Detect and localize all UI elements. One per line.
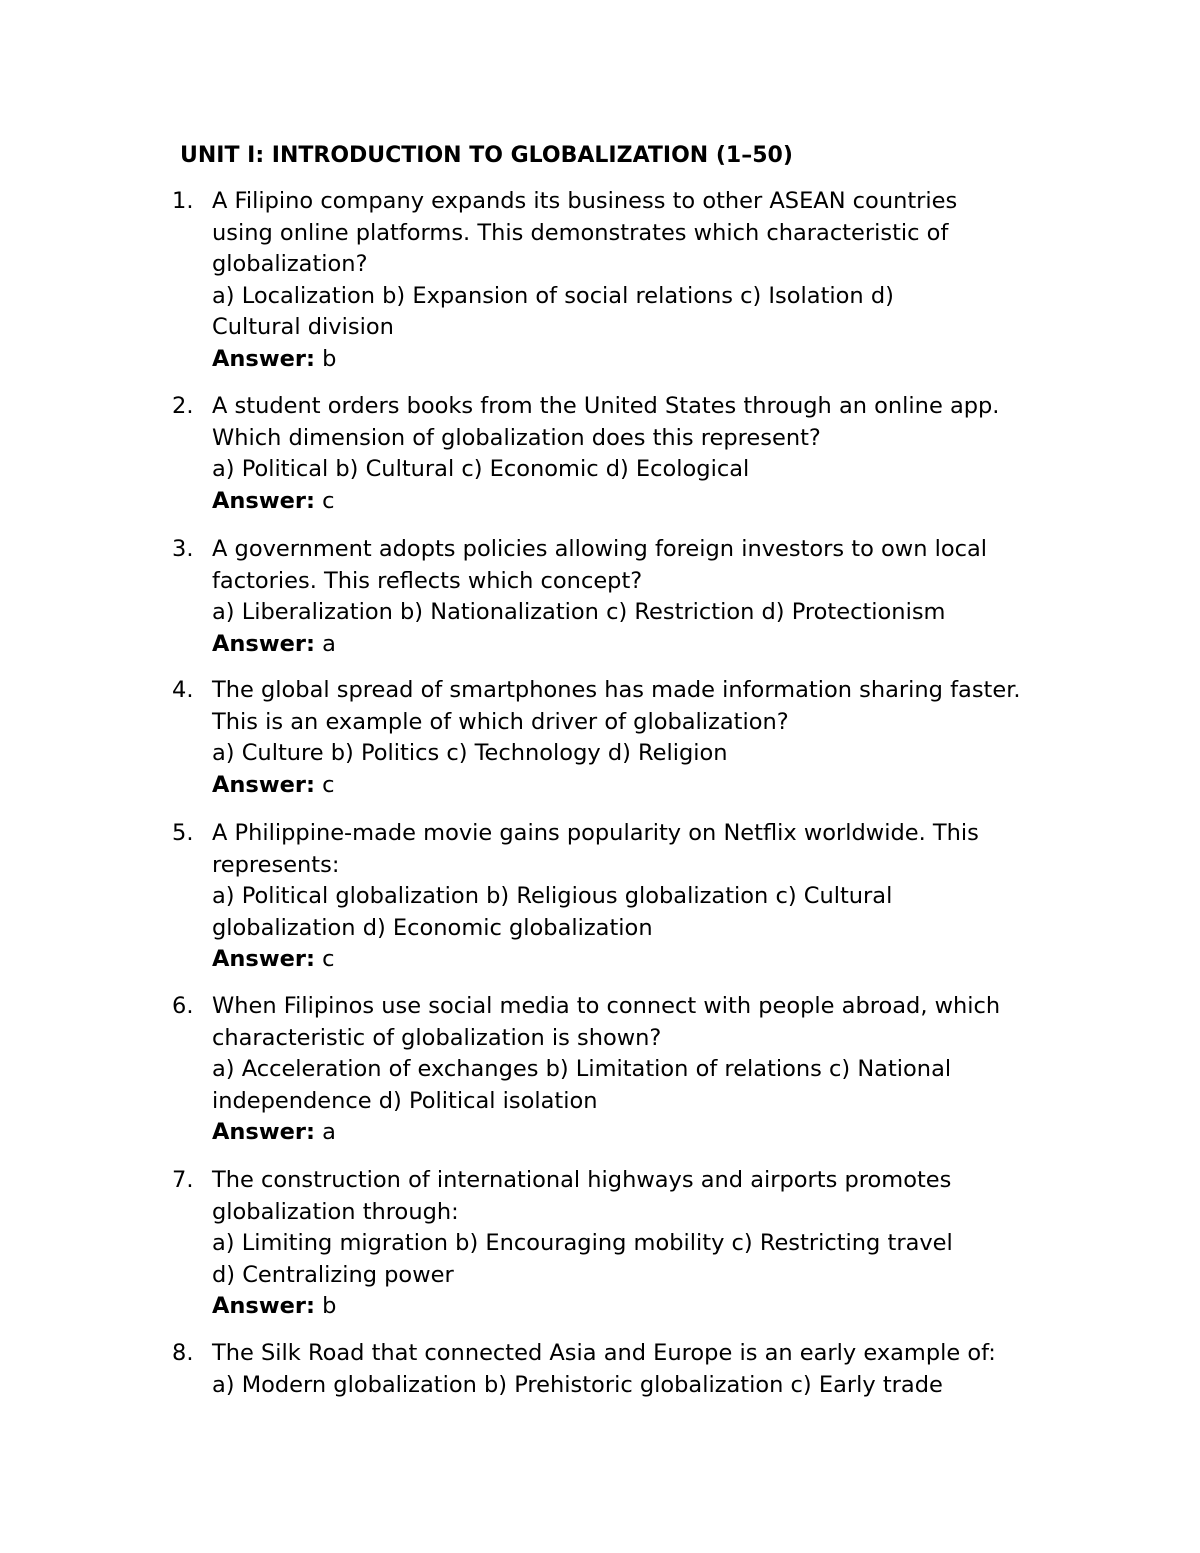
question-2 xyxy=(172,391,1072,517)
answer-value: a xyxy=(322,630,336,657)
question-number: 7. xyxy=(172,1167,194,1193)
answer-value: b xyxy=(322,1293,337,1319)
answer-label: Answer: xyxy=(212,487,315,514)
answer-line xyxy=(212,944,1072,976)
question-3 xyxy=(172,534,1072,660)
options-line: a) Political globalization b) Religious globalization c) Cultural xyxy=(212,883,893,909)
options-line: a) Limiting migration b) Encouraging mobility c) Restricting travel xyxy=(212,1230,953,1256)
question-text-line: characteristic of globalization is shown? xyxy=(212,1024,662,1051)
question-text-line: globalization? xyxy=(212,251,368,277)
question-text-line: A government adopts policies allowing foreign investors to own local xyxy=(212,536,988,562)
answer-line xyxy=(212,770,1072,802)
answer-line xyxy=(212,629,1072,661)
answer-label: Answer: xyxy=(212,345,315,372)
question-text-line: The construction of international highways and airports promotes xyxy=(212,1167,952,1193)
question-number: 2. xyxy=(172,393,194,419)
answer-value: c xyxy=(322,946,335,972)
question-text-line: represents: xyxy=(212,851,340,878)
question-text-line: This is an example of which driver of globalization? xyxy=(212,708,789,735)
answer-line xyxy=(212,1117,1072,1149)
answer-label: Answer: xyxy=(212,771,315,798)
options-line: a) Localization b) Expansion of social relations c) Isolation d) xyxy=(212,282,894,309)
question-text-line: A Philippine-made movie gains popularity on Netflix worldwide. This xyxy=(212,820,979,846)
options-line: globalization d) Economic globalization xyxy=(212,914,653,941)
unit-title: UNIT I: INTRODUCTION TO GLOBALIZATION (1–50) xyxy=(180,143,793,168)
options-line: a) Culture b) Politics c) Technology d) Religion xyxy=(212,740,728,766)
question-text-line: A Filipino company expands its business to other ASEAN countries xyxy=(212,188,958,214)
question-text-line: Which dimension of globalization does this represent? xyxy=(212,424,821,451)
question-text-line: factories. This reflects which concept? xyxy=(212,567,643,594)
question-text-line: The Silk Road that connected Asia and Europe is an early example of: xyxy=(212,1340,996,1366)
answer-label: Answer: xyxy=(212,630,315,657)
question-7 xyxy=(172,1165,1072,1323)
question-5 xyxy=(172,818,1072,976)
answer-line xyxy=(212,1291,1072,1323)
question-number: 3. xyxy=(172,536,194,562)
question-text-line: A student orders books from the United States through an online app. xyxy=(212,393,1000,419)
options-line: a) Acceleration of exchanges b) Limitation of relations c) National xyxy=(212,1056,952,1082)
answer-line xyxy=(212,344,1072,376)
options-line: independence d) Political isolation xyxy=(212,1087,598,1114)
options-line: Cultural division xyxy=(212,314,394,340)
question-number: 6. xyxy=(172,993,194,1019)
question-8 xyxy=(172,1338,1072,1401)
question-1 xyxy=(172,186,1072,375)
question-6 xyxy=(172,991,1072,1149)
answer-label: Answer: xyxy=(212,1293,315,1319)
question-text-line: The global spread of smartphones has made information sharing faster. xyxy=(212,677,1021,703)
options-line: a) Modern globalization b) Prehistoric globalization c) Early trade xyxy=(212,1371,943,1398)
answer-value: b xyxy=(322,345,337,372)
answer-value: c xyxy=(322,487,335,514)
answer-value: a xyxy=(322,1119,336,1145)
answer-line xyxy=(212,486,1072,518)
question-text-line: globalization through: xyxy=(212,1198,459,1225)
question-text-line: using online platforms. This demonstrates which characteristic of xyxy=(212,219,949,246)
question-number: 5. xyxy=(172,820,194,846)
question-text-line: When Filipinos use social media to connect with people abroad, which xyxy=(212,993,1001,1019)
answer-label: Answer: xyxy=(212,1119,315,1145)
question-number: 4. xyxy=(172,677,194,703)
options-line: d) Centralizing power xyxy=(212,1261,454,1288)
answer-value: c xyxy=(322,771,335,798)
options-line: a) Political b) Cultural c) Economic d) Ecological xyxy=(212,456,750,482)
answer-label: Answer: xyxy=(212,946,315,972)
question-4 xyxy=(172,675,1072,801)
options-line: a) Liberalization b) Nationalization c) Restriction d) Protectionism xyxy=(212,599,946,625)
question-number: 8. xyxy=(172,1340,194,1366)
question-number: 1. xyxy=(172,188,194,214)
